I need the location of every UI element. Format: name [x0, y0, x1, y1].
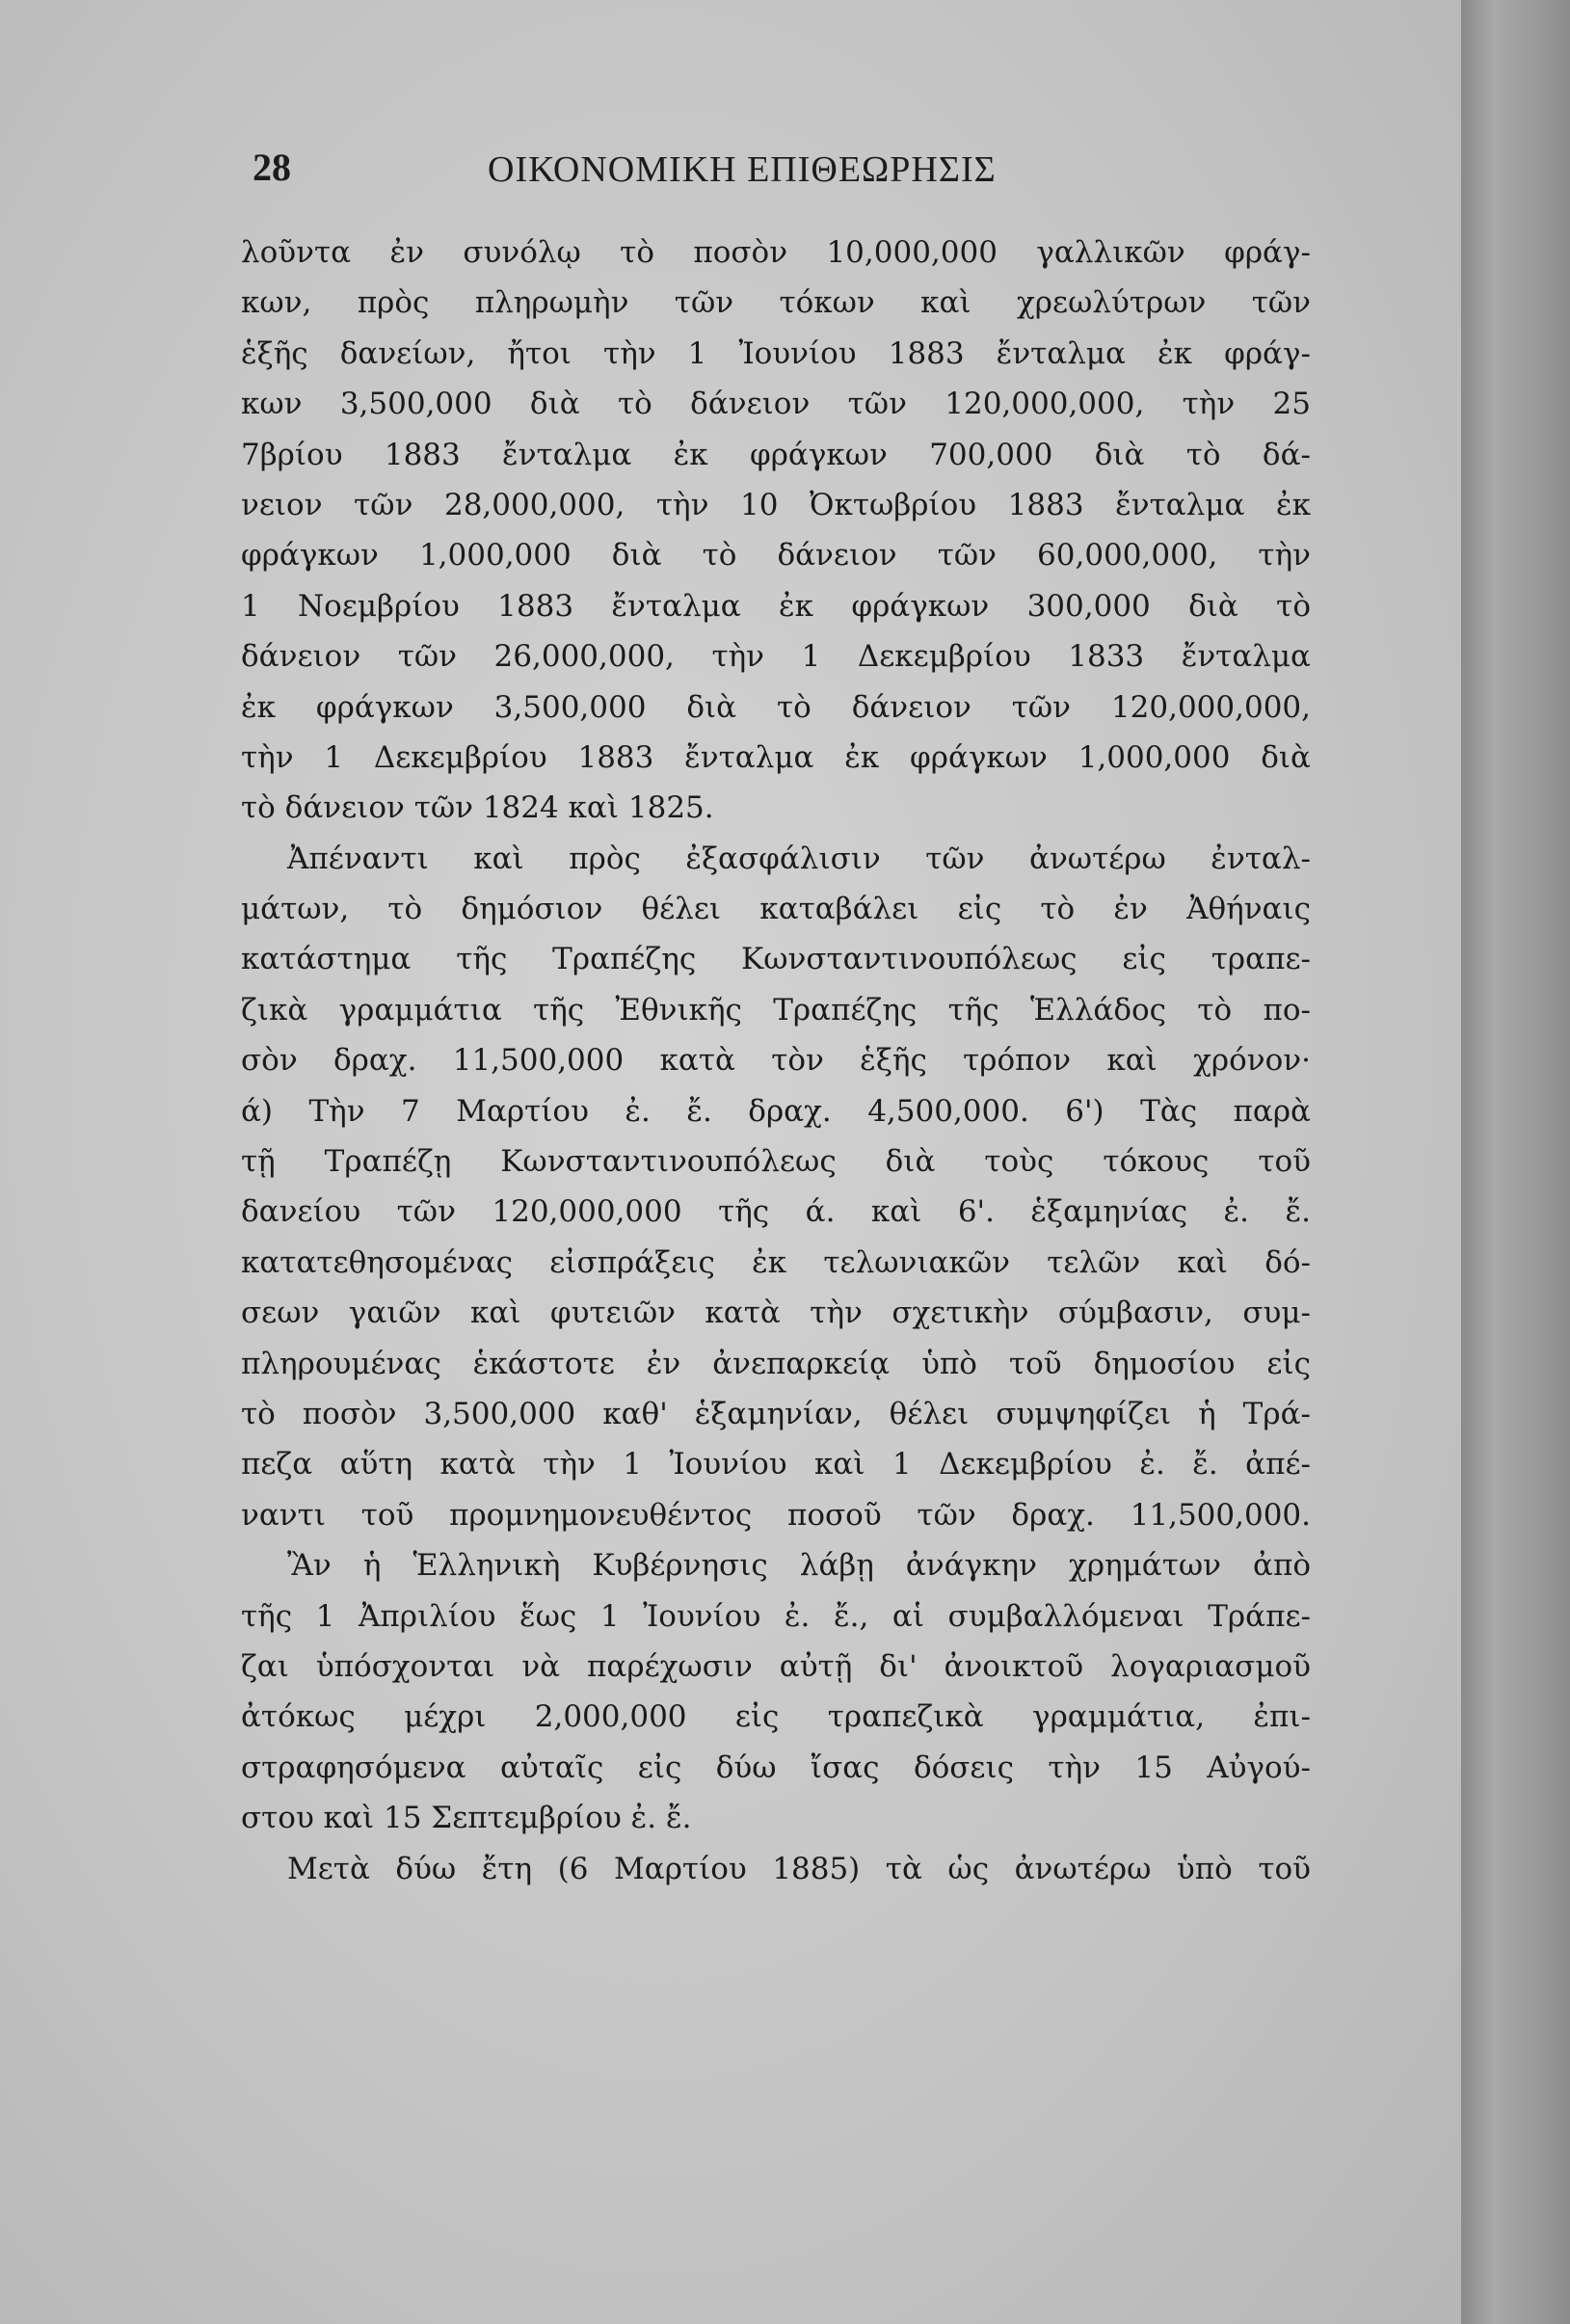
text-line: τὸ ποσὸν 3,500,000 καθ' ἑξαμηνίαν, θέλει συμψηφίζει ἡ Τρά- — [241, 1396, 1311, 1431]
body-text — [241, 227, 1311, 1894]
text-line: μάτων, τὸ δημόσιον θέλει καταβάλει εἰς τὸ ἐν Ἀθήναις — [241, 892, 1311, 927]
book-gutter — [1461, 0, 1570, 2324]
text-line: ζαι ὑπόσχονται νὰ παρέχωσιν αὐτῇ δι' ἀνοικτοῦ λογαριασμοῦ — [241, 1648, 1311, 1684]
text-line: δάνειον τῶν 26,000,000, τὴν 1 Δεκεμβρίου 1833 ἔνταλμα — [241, 639, 1311, 675]
text-line: κων 3,500,000 διὰ τὸ δάνειον τῶν 120,000,000, τὴν 25 — [241, 387, 1311, 422]
text-line: ἑξῆς δανείων, ἤτοι τὴν 1 Ἰουνίου 1883 ἔνταλμα ἐκ φράγ- — [241, 335, 1311, 371]
text-line: τῆς 1 Ἀπριλίου ἕως 1 Ἰουνίου ἐ. ἔ., αἱ συμβαλλόμεναι Τράπε- — [241, 1598, 1311, 1634]
text-line: πεζα αὕτη κατὰ τὴν 1 Ἰουνίου καὶ 1 Δεκεμβρίου ἐ. ἔ. ἀπέ- — [241, 1447, 1311, 1483]
text-line: τὴν 1 Δεκεμβρίου 1883 ἔνταλμα ἐκ φράγκων 1,000,000 διὰ — [241, 739, 1311, 775]
text-line: λοῦντα ἐν συνόλῳ τὸ ποσὸν 10,000,000 γαλλικῶν φράγ- — [241, 235, 1311, 270]
text-line: ναντι τοῦ προμνημονευθέντος ποσοῦ τῶν δραχ. 11,500,000. — [241, 1497, 1311, 1533]
text-line: κατάστημα τῆς Τραπέζης Κωνσταντινουπόλεως εἰς τραπε- — [241, 942, 1311, 977]
text-line: τὸ δάνειον τῶν 1824 καὶ 1825. — [241, 790, 714, 826]
page-header — [253, 145, 1332, 202]
text-line: ά) Τὴν 7 Μαρτίου ἐ. ἔ. δραχ. 4,500,000. 6') Τὰς παρὰ — [241, 1093, 1311, 1129]
text-line: Ἀπέναντι καὶ πρὸς ἐξασφάλισιν τῶν ἀνωτέρω ἐνταλ- — [287, 841, 1311, 876]
text-line: πληρουμένας ἑκάστοτε ἐν ἀνεπαρκείᾳ ὑπὸ τοῦ δημοσίου εἰς — [241, 1346, 1311, 1381]
text-line: ἐκ φράγκων 3,500,000 διὰ τὸ δάνειον τῶν 120,000,000, — [241, 689, 1311, 725]
text-line: κατατεθησομένας εἰσπράξεις ἐκ τελωνιακῶν τελῶν καὶ δό- — [241, 1244, 1311, 1280]
text-line: στου καὶ 15 Σεπτεμβρίου ἐ. ἔ. — [241, 1801, 692, 1836]
page-number: 28 — [253, 146, 291, 189]
running-head: ΟΙΚΟΝΟΜΙΚΗ ΕΠΙΘΕΩΡΗΣΙΣ — [488, 149, 997, 190]
text-line: σὸν δραχ. 11,500,000 κατὰ τὸν ἑξῆς τρόπον καὶ χρόνον· — [241, 1043, 1311, 1079]
text-line: ἀτόκως μέχρι 2,000,000 εἰς τραπεζικὰ γραμμάτια, ἐπι- — [241, 1699, 1311, 1735]
text-line: 1 Νοεμβρίου 1883 ἔνταλμα ἐκ φράγκων 300,000 διὰ τὸ — [241, 588, 1311, 624]
text-line: Μετὰ δύω ἔτη (6 Μαρτίου 1885) τὰ ὡς ἀνωτέρω ὑπὸ τοῦ — [287, 1851, 1311, 1886]
text-line: νειον τῶν 28,000,000, τὴν 10 Ὀκτωβρίου 1883 ἔνταλμα ἐκ — [241, 487, 1311, 522]
text-line: κων, πρὸς πληρωμὴν τῶν τόκων καὶ χρεωλύτρων τῶν — [241, 285, 1311, 321]
text-line: σεων γαιῶν καὶ φυτειῶν κατὰ τὴν σχετικὴν σύμβασιν, συμ- — [241, 1296, 1311, 1331]
text-line: φράγκων 1,000,000 διὰ τὸ δάνειον τῶν 60,000,000, τὴν — [241, 538, 1311, 574]
text-line: τῇ Τραπέζῃ Κωνσταντινουπόλεως διὰ τοὺς τόκους τοῦ — [241, 1144, 1311, 1180]
text-line: στραφησόμενα αὐταῖς εἰς δύω ἴσας δόσεις τὴν 15 Αὐγού- — [241, 1750, 1311, 1785]
text-line: 7βρίου 1883 ἔνταλμα ἐκ φράγκων 700,000 διὰ τὸ δά- — [241, 437, 1311, 472]
text-line: Ἂν ἡ Ἑλληνικὴ Κυβέρνησις λάβῃ ἀνάγκην χρημάτων ἀπὸ — [287, 1548, 1311, 1584]
text-line: ζικὰ γραμμάτια τῆς Ἐθνικῆς Τραπέζης τῆς Ἑλλάδος τὸ πο- — [241, 992, 1311, 1028]
text-line: δανείου τῶν 120,000,000 τῆς ά. καὶ 6'. ἑξαμηνίας ἐ. ἔ. — [241, 1194, 1311, 1230]
